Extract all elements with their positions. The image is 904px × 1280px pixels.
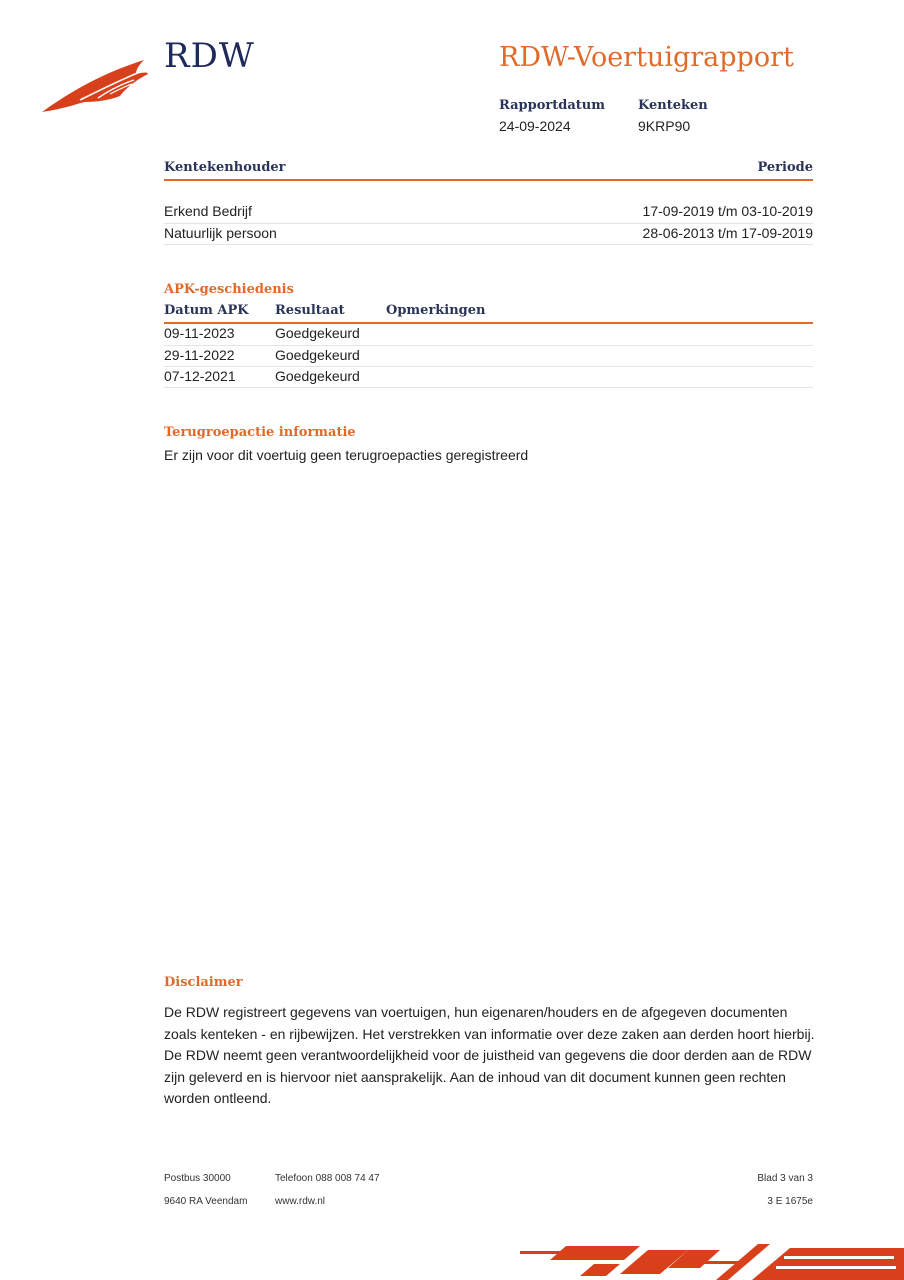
kenteken-value: 9KRP90 xyxy=(638,118,691,134)
recall-text: Er zijn voor dit voertuig geen terugroepacties geregistreerd xyxy=(164,447,529,463)
row-divider xyxy=(164,345,813,346)
rapportdatum-value: 24-09-2024 xyxy=(499,118,571,134)
row-divider xyxy=(164,223,813,224)
apk-col-date: Datum APK xyxy=(164,303,249,318)
rapportdatum-label: Rapportdatum xyxy=(499,98,605,113)
footer-page-number: Blad 3 van 3 xyxy=(757,1173,813,1184)
report-title: RDW-Voertuigrapport xyxy=(499,42,794,73)
recall-title: Terugroepactie informatie xyxy=(164,425,356,440)
apk-title: APK-geschiedenis xyxy=(164,282,294,297)
apk-col-remarks: Opmerkingen xyxy=(386,303,486,318)
disclaimer-title: Disclaimer xyxy=(164,975,243,990)
footer-postbus: Postbus 30000 xyxy=(164,1173,231,1184)
rdw-logo-text: RDW xyxy=(164,36,255,76)
apk-col-result: Resultaat xyxy=(275,303,345,318)
footer-document-code: 3 E 1675e xyxy=(767,1196,813,1207)
row-divider xyxy=(164,366,813,367)
holder-row-1-period: 17-09-2019 t/m 03-10-2019 xyxy=(642,203,813,219)
apk-row-1-result: Goedgekeurd xyxy=(275,325,360,341)
holders-col-holder: Kentekenhouder xyxy=(164,160,286,175)
holders-col-period: Periode xyxy=(757,160,813,175)
footer-phone: Telefoon 088 008 74 47 xyxy=(275,1173,380,1184)
apk-row-1-date: 09-11-2023 xyxy=(164,325,235,341)
apk-divider xyxy=(164,322,813,324)
kenteken-label: Kenteken xyxy=(638,98,708,113)
rdw-logo-icon xyxy=(40,58,150,116)
footer-stripes-decoration xyxy=(520,1240,904,1280)
apk-row-2-result: Goedgekeurd xyxy=(275,347,360,363)
footer-website: www.rdw.nl xyxy=(275,1196,326,1207)
footer-address: 9640 RA Veendam xyxy=(164,1196,248,1207)
holder-row-1-holder: Erkend Bedrijf xyxy=(164,203,252,219)
row-divider xyxy=(164,244,813,245)
apk-row-2-date: 29-11-2022 xyxy=(164,347,235,363)
holders-divider xyxy=(164,179,813,181)
disclaimer-text: De RDW registreert gegevens van voertuigen, hun eigenaren/houders en de afgegeven documenten zoals kenteken - en rijbewijzen. Het verstrekken van informatie over deze zaken aan derden hoort hierbij. De RDW neemt geen verantwoordelijkheid voor de juistheid van gegevens die door derden aan de RDW zijn geleverd en is hiervoor niet aansprakelijk. Aan de inhoud van dit document kunnen geen rechten worden ontleend. xyxy=(164,1004,815,1106)
holder-row-2-period: 28-06-2013 t/m 17-09-2019 xyxy=(642,225,813,241)
holder-row-2-holder: Natuurlijk persoon xyxy=(164,225,277,241)
apk-row-3-date: 07-12-2021 xyxy=(164,368,236,384)
row-divider xyxy=(164,387,813,388)
apk-row-3-result: Goedgekeurd xyxy=(275,368,360,384)
